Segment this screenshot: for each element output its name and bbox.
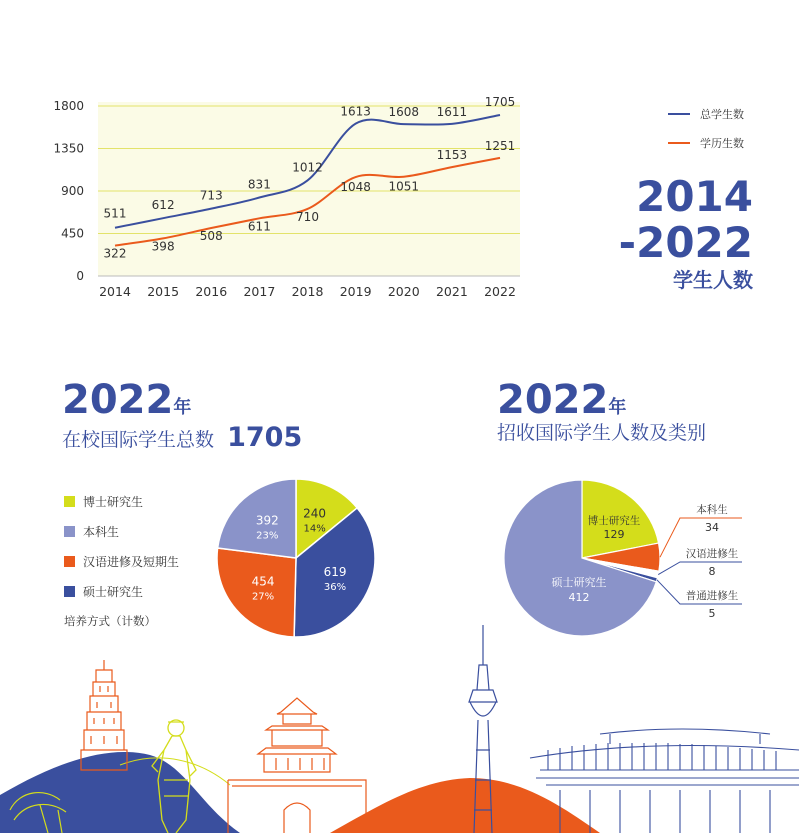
- legend-label: 硕士研究生: [83, 584, 144, 599]
- pie-left-value-label: 240: [303, 506, 327, 521]
- pie-right-year: 2022: [497, 377, 609, 423]
- data-label: 1153: [436, 148, 468, 163]
- data-label: 511: [103, 206, 127, 221]
- y-tick-label: 450: [61, 226, 84, 241]
- pie-right-callout-name: 普通进修生: [685, 590, 739, 602]
- pie-right-label-name: 博士研究生: [587, 515, 641, 527]
- data-label: 713: [199, 188, 223, 203]
- data-label: 1012: [292, 160, 323, 175]
- data-label: 322: [103, 246, 127, 261]
- data-label: 710: [296, 209, 319, 224]
- pie-left-percent-label: 14%: [303, 523, 326, 535]
- y-tick-label: 900: [61, 184, 84, 198]
- legend-label-total: 总学生数: [700, 108, 744, 121]
- pie-right-label-name: 硕士研究生: [551, 576, 607, 589]
- bell-tower-icon: [228, 698, 366, 833]
- pie-left-percent-label: 23%: [256, 530, 279, 542]
- pie-left-heading: [62, 377, 303, 453]
- data-label: 1048: [340, 180, 371, 195]
- pie-left-value-label: 392: [255, 513, 279, 528]
- x-tick-label: 2018: [291, 284, 324, 299]
- line-legend: [668, 104, 744, 153]
- pie-right-label-value: 129: [603, 528, 625, 541]
- pie-left-legend-note: 培养方式（计数）: [64, 614, 156, 628]
- x-tick-label: 2022: [484, 284, 516, 299]
- x-tick-label: 2021: [435, 284, 468, 299]
- data-label: 1611: [436, 104, 468, 119]
- x-tick-label: 2017: [243, 284, 276, 299]
- y-tick-label: 1800: [53, 99, 84, 113]
- x-tick-label: 2015: [147, 284, 180, 299]
- data-label: 611: [247, 219, 271, 234]
- pie-right-callout-value: 8: [708, 565, 716, 578]
- pie-left-year: 2022: [62, 377, 174, 423]
- data-label: 1608: [388, 105, 420, 120]
- pie-right-callout-value: 34: [705, 521, 719, 534]
- pie-right-callout-line: [658, 562, 742, 575]
- legend-label: 本科生: [83, 524, 120, 539]
- y-tick-label: 1350: [53, 141, 84, 156]
- pie-right-heading: [497, 377, 707, 444]
- line-heading-year-start: 2014: [636, 172, 753, 221]
- data-label: 1705: [484, 94, 516, 109]
- pie-left-percent-label: 36%: [323, 582, 347, 594]
- pie-left-percent-label: 27%: [251, 591, 275, 603]
- legend-label-degree: 学历生数: [700, 137, 744, 150]
- legend-item-degree: [668, 133, 744, 153]
- x-tick-label: 2016: [195, 284, 228, 299]
- legend-item-total: [668, 104, 744, 124]
- y-tick-label: 0: [76, 269, 84, 283]
- data-label: 1051: [388, 179, 420, 194]
- legend-label: 汉语进修及短期生: [83, 554, 180, 569]
- line-heading-year-end: -2022: [618, 218, 753, 267]
- data-label: 831: [247, 177, 271, 192]
- data-label: 508: [199, 229, 223, 244]
- data-label: 398: [151, 239, 175, 254]
- legend-swatch-total: [668, 113, 690, 115]
- pie-right-subtitle: 招收国际学生人数及类别: [497, 422, 707, 444]
- pie-left-value-label: 454: [251, 574, 275, 589]
- pie-left-year-suffix: 年: [173, 397, 192, 418]
- data-label: 612: [151, 198, 175, 213]
- x-tick-label: 2019: [339, 284, 372, 299]
- x-tick-label: 2014: [99, 284, 131, 299]
- pie-right-label-value: 412: [568, 591, 590, 604]
- line-heading: [618, 172, 753, 292]
- pie-right-callout-value: 5: [708, 607, 716, 620]
- pie-right-callout-name: 本科生: [696, 504, 728, 516]
- data-label: 1613: [340, 104, 371, 119]
- x-tick-label: 2020: [387, 284, 420, 299]
- pie-right-year-suffix: 年: [608, 397, 627, 418]
- line-heading-sub: 学生人数: [673, 268, 753, 292]
- pie-right-callout-name: 汉语进修生: [685, 548, 739, 560]
- pie-left-value-label: 619: [323, 565, 347, 580]
- legend-swatch-degree: [668, 142, 690, 144]
- skyline-illustration: [0, 620, 799, 833]
- data-label: 1251: [484, 138, 516, 153]
- legend-label: 博士研究生: [83, 494, 144, 509]
- pie-left-total: 1705: [227, 422, 303, 453]
- pie-left-subtitle: 在校国际学生总数: [62, 429, 215, 451]
